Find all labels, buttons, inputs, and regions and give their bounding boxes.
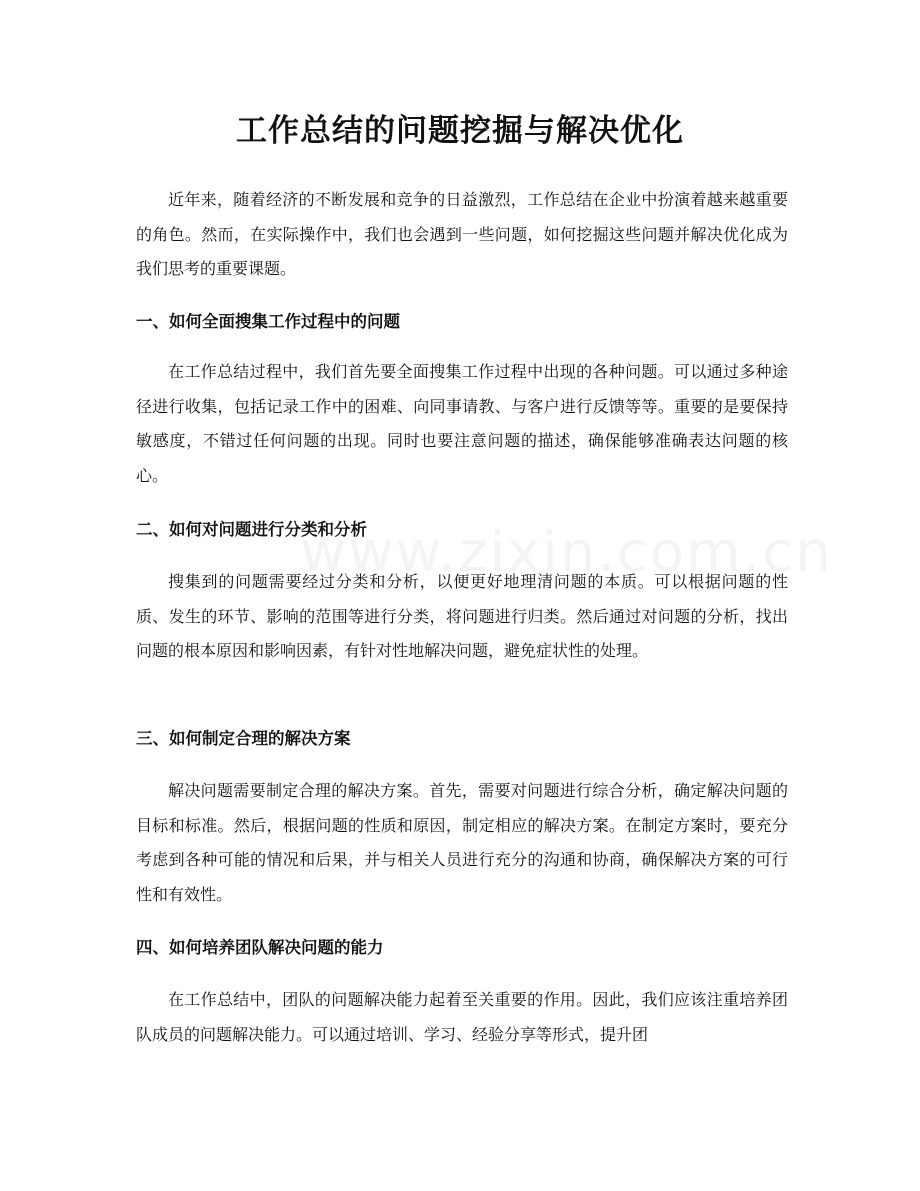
section-3-heading: 三、如何制定合理的解决方案: [136, 729, 351, 748]
section-4-heading: 四、如何培养团队解决问题的能力: [136, 938, 384, 957]
section-2-heading: 二、如何对问题进行分类和分析: [136, 520, 367, 539]
section-1-paragraph: 在工作总结过程中，我们首先要全面搜集工作过程中出现的各种问题。可以通过多种途径进行收集，包括记录工作中的困难、向同事请教、与客户进行反馈等等。重要的是要保持敏感度，不错过任何问题的出现。同时也要注意问题的描述，确保能够准确表达问题的核心。: [136, 362, 788, 485]
document-title: 工作总结的问题挖掘与解决优化: [236, 113, 684, 149]
section-4-paragraph: 在工作总结中，团队的问题解决能力起着至关重要的作用。因此，我们应该注重培养团队成员的问题解决能力。可以通过培训、学习、经验分享等形式，提升团: [136, 990, 788, 1044]
section-1-heading: 一、如何全面搜集工作过程中的问题: [136, 312, 400, 331]
section-3-paragraph: 解决问题需要制定合理的解决方案。首先，需要对问题进行综合分析，确定解决问题的目标和标准。然后，根据问题的性质和原因，制定相应的解决方案。在制定方案时，要充分考虑到各种可能的情况和后果，并与相关人员进行充分的沟通和协商，确保解决方案的可行性和有效性。: [136, 781, 788, 904]
intro-paragraph: 近年来，随着经济的不断发展和竞争的日益激烈，工作总结在企业中扮演着越来越重要的角色。然而，在实际操作中，我们也会遇到一些问题，如何挖掘这些问题并解决优化成为我们思考的重要课题。: [136, 190, 788, 278]
section-2-paragraph: 搜集到的问题需要经过分类和分析，以便更好地理清问题的本质。可以根据问题的性质、发生的环节、影响的范围等进行分类，将问题进行归类。然后通过对问题的分析，找出问题的根本原因和影响因素，有针对性地解决问题，避免症状性的处理。: [136, 572, 788, 660]
